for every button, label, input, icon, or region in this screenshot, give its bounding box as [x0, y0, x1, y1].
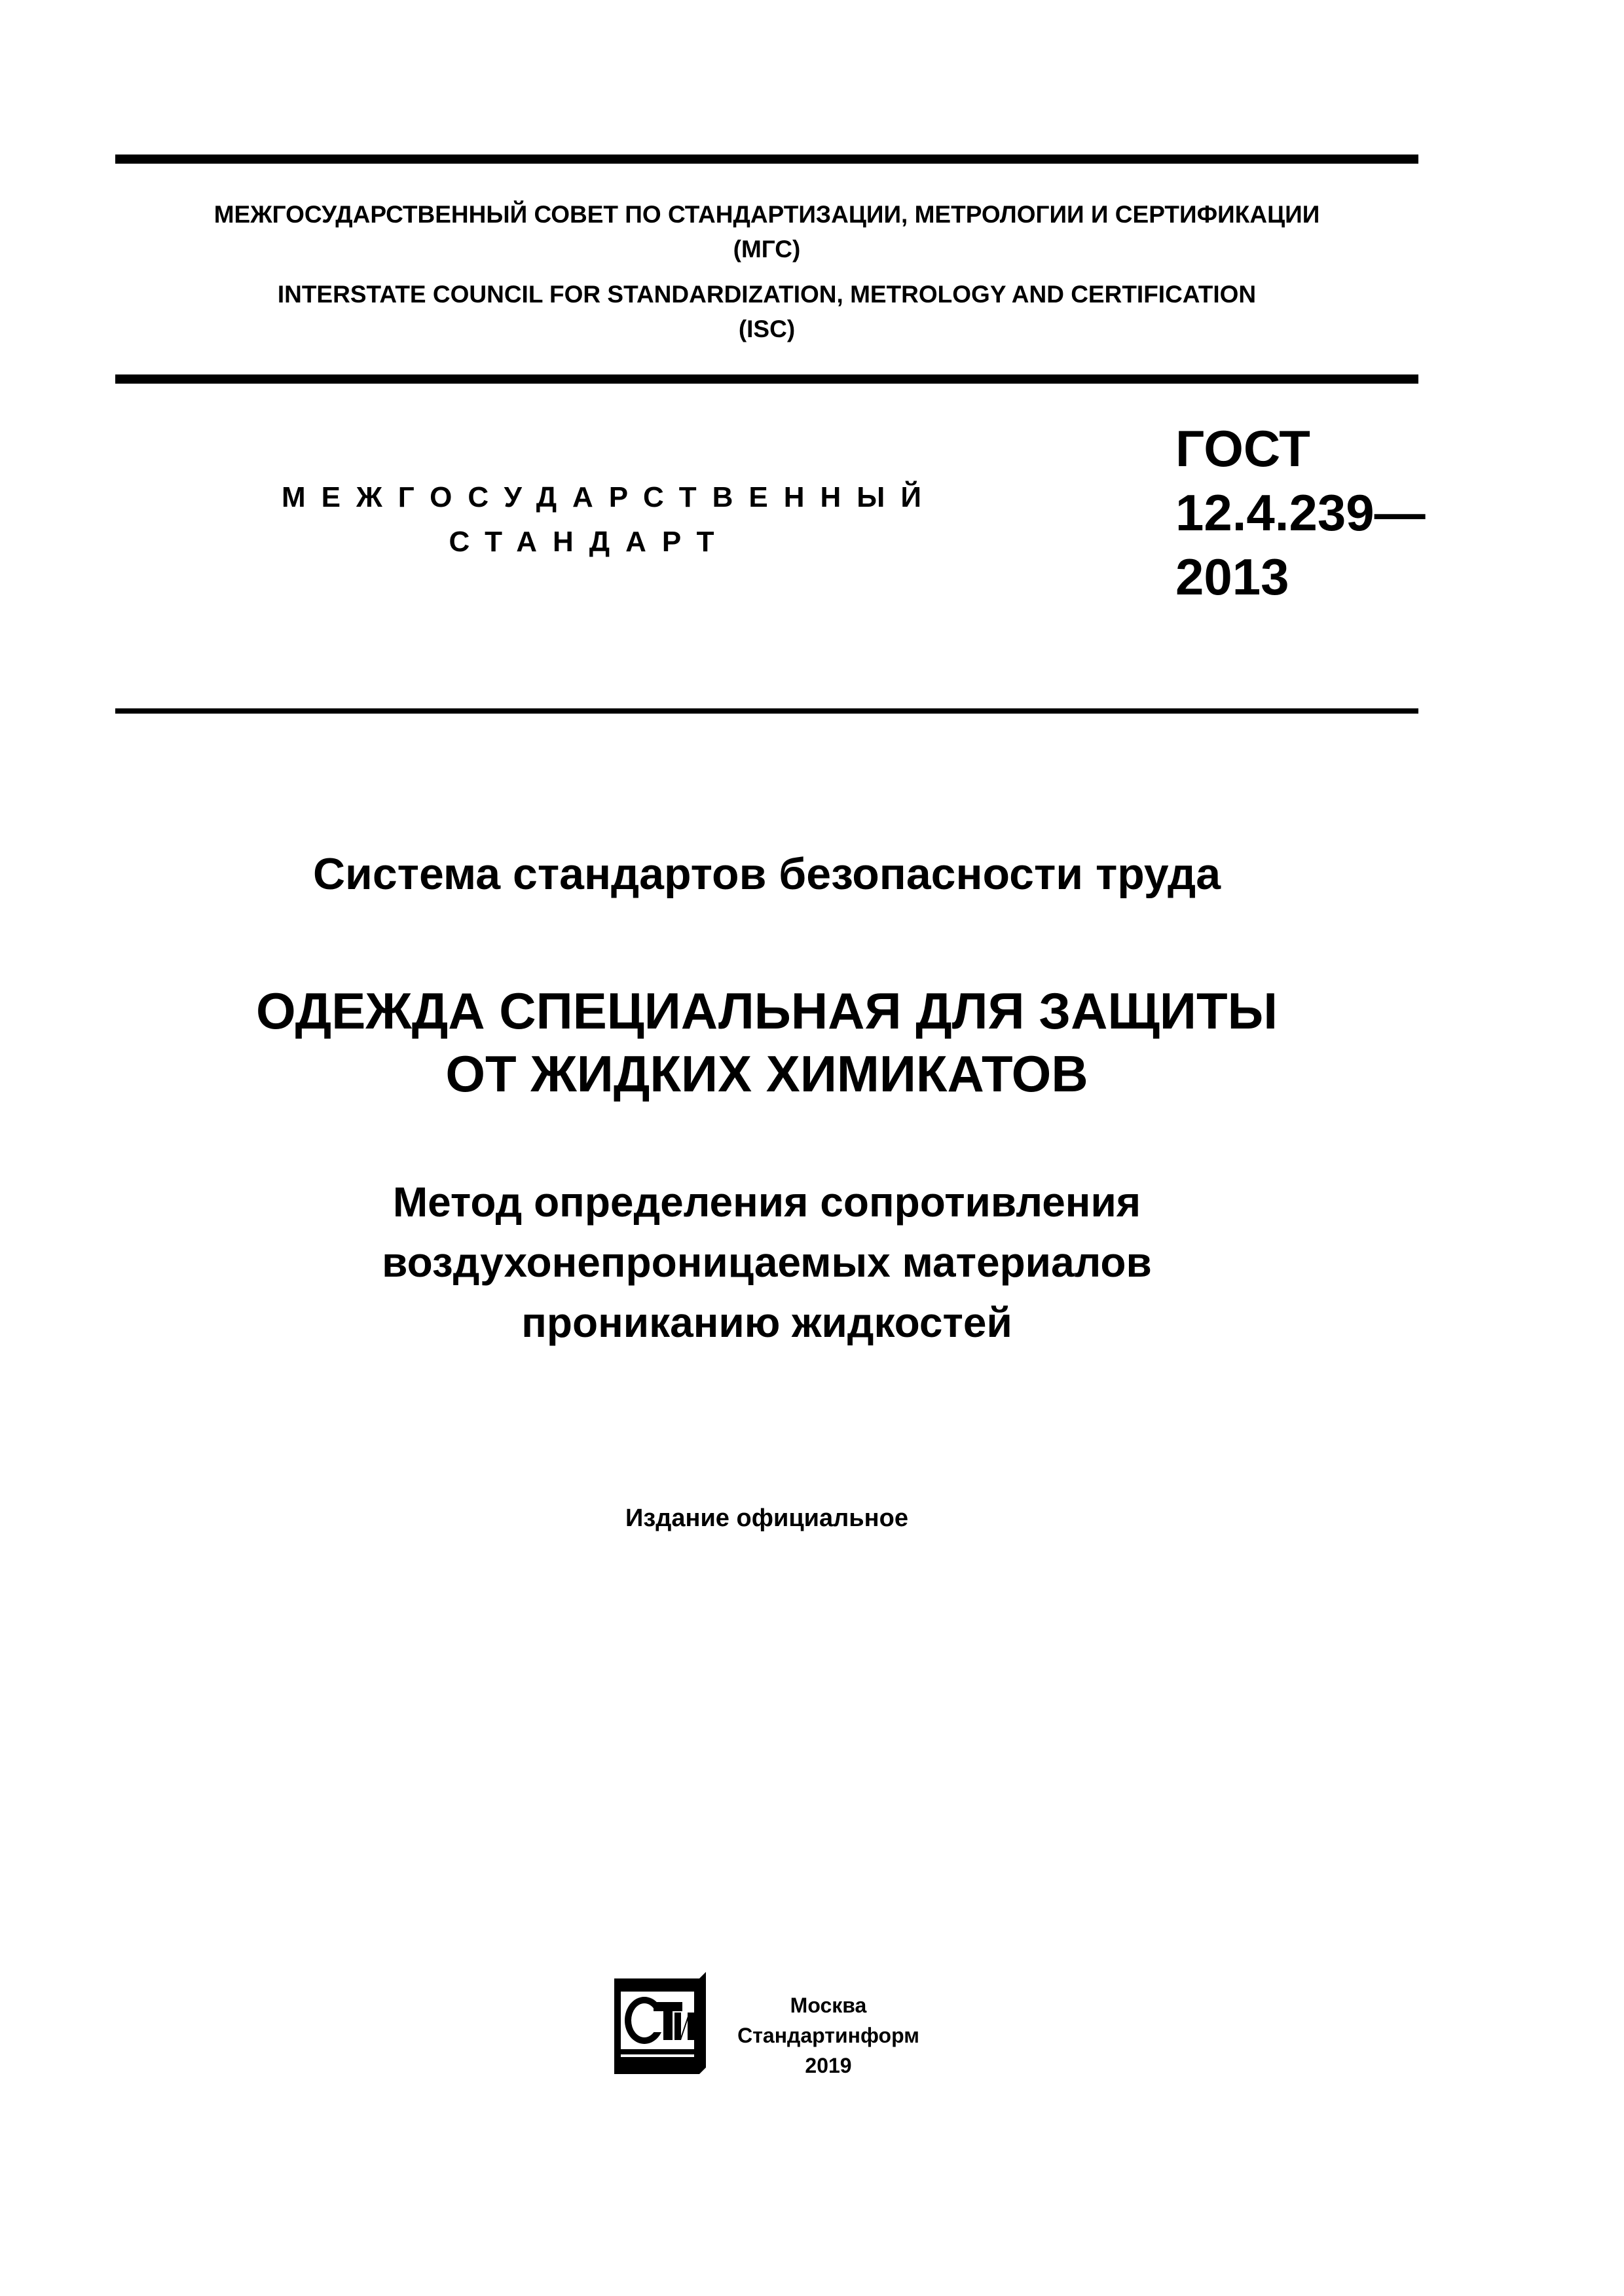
series-title: Система стандартов безопасности труда: [312, 849, 1221, 899]
method-title-line3: прониканию жидкостей: [521, 1299, 1012, 1346]
designation-year: 2013: [1175, 548, 1289, 606]
main-title-line1: ОДЕЖДА СПЕЦИАЛЬНАЯ ДЛЯ ЗАЩИТЫ: [256, 982, 1278, 1040]
council-abbr-en: (ISC): [738, 316, 796, 342]
middle-rule: [115, 374, 1418, 384]
council-abbr-ru: (МГС): [733, 236, 801, 263]
method-title-line1: Метод определения сопротивления: [392, 1178, 1141, 1226]
bottom-rule: [115, 708, 1418, 714]
designation-label: ГОСТ: [1175, 420, 1310, 477]
imprint-city: Москва: [790, 1994, 867, 2017]
imprint-year: 2019: [805, 2054, 852, 2077]
standard-kind-line2: СТАНДАРТ: [449, 526, 730, 558]
top-rule: [115, 155, 1418, 164]
edition-note: Издание официальное: [625, 1504, 908, 1532]
council-name-ru: МЕЖГОСУДАРСТВЕННЫЙ СОВЕТ ПО СТАНДАРТИЗАЦИИ, МЕТРОЛОГИИ И СЕРТИФИКАЦИИ: [213, 201, 1320, 228]
main-title-line2: ОТ ЖИДКИХ ХИМИКАТОВ: [445, 1045, 1088, 1102]
publisher-logo-icon: [614, 1972, 706, 2074]
designation-number: 12.4.239—: [1175, 484, 1426, 541]
imprint-publisher: Стандартинформ: [737, 2024, 919, 2047]
method-title-line2: воздухонепроницаемых материалов: [382, 1239, 1152, 1286]
standard-kind-line1: МЕЖГОСУДАРСТВЕННЫЙ: [282, 481, 937, 513]
council-name-en: INTERSTATE COUNCIL FOR STANDARDIZATION, METROLOGY AND CERTIFICATION: [277, 281, 1257, 308]
